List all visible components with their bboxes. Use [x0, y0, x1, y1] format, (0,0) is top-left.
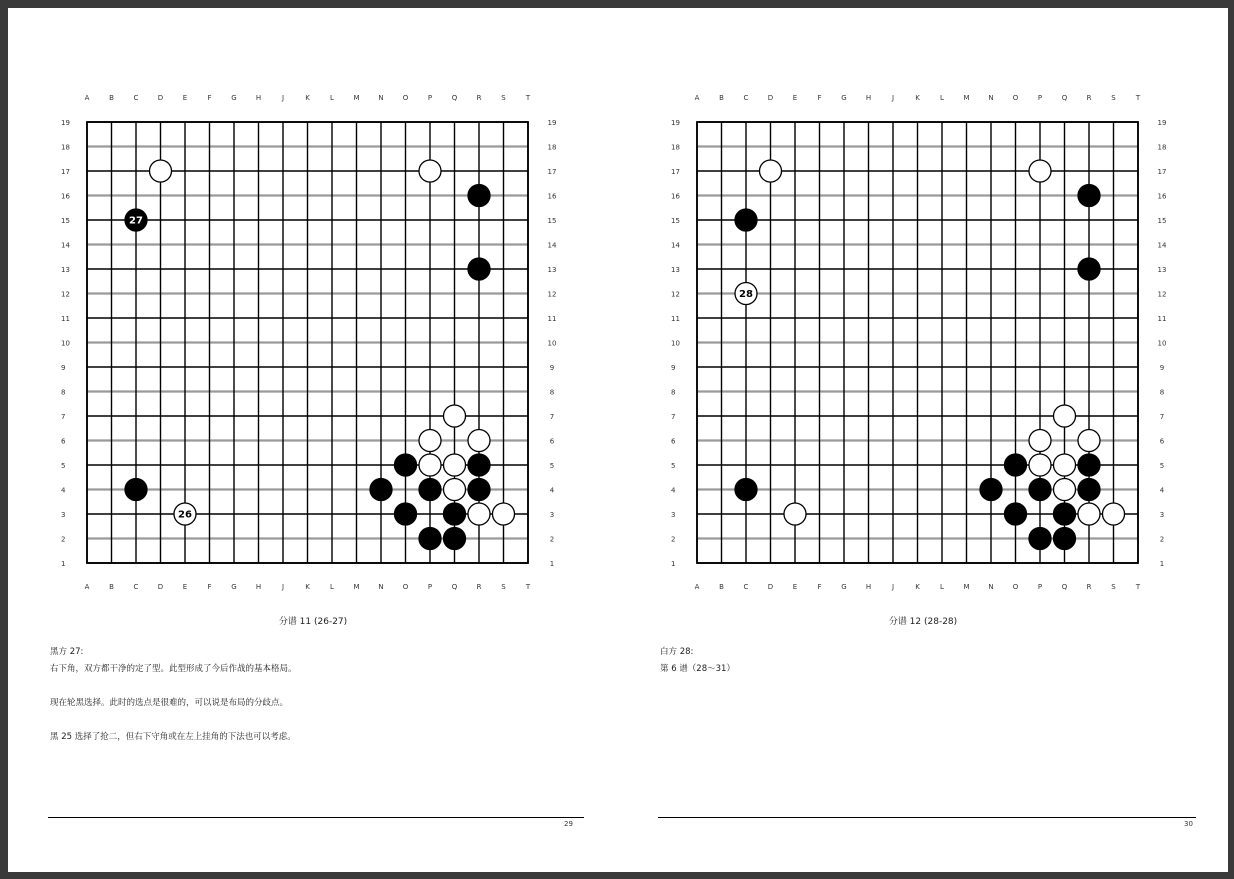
column-label: F: [817, 583, 822, 591]
column-label: Q: [451, 583, 458, 591]
column-label: L: [940, 583, 944, 591]
black-stone: [1078, 479, 1100, 501]
column-label: L: [330, 94, 334, 102]
row-label: 9: [1159, 364, 1165, 372]
row-label: 2: [549, 535, 555, 544]
column-label: M: [353, 583, 360, 591]
row-label: 15: [61, 217, 70, 225]
white-stone: [760, 160, 782, 182]
row-label: 15: [671, 217, 680, 225]
move-number-label: 28: [739, 289, 753, 301]
row-label: 3: [671, 511, 676, 519]
row-label: 19: [61, 119, 70, 127]
column-label: A: [84, 94, 90, 102]
row-label: 2: [61, 535, 66, 544]
column-label: J: [281, 94, 285, 102]
row-label: 9: [549, 364, 555, 372]
row-label: 10: [547, 339, 557, 348]
row-label: 8: [1159, 388, 1165, 397]
commentary: [660, 644, 1180, 695]
column-label: Q: [451, 94, 458, 102]
row-label: 6: [671, 437, 676, 446]
row-label: 14: [61, 241, 70, 250]
black-stone: [444, 528, 466, 550]
column-label: N: [378, 583, 384, 591]
column-label: S: [1111, 94, 1116, 102]
white-stone: [444, 454, 466, 476]
row-label: 18: [547, 143, 557, 152]
column-label: N: [378, 94, 384, 102]
black-stone: [444, 503, 466, 525]
black-stone: [1029, 479, 1051, 501]
diagram-caption: 分谱 12 (28-28): [888, 617, 958, 627]
row-label: 18: [671, 143, 680, 152]
column-label: P: [1037, 94, 1043, 102]
column-label: C: [133, 94, 139, 102]
column-label: G: [841, 94, 847, 102]
black-stone: [395, 503, 417, 525]
black-stone: [468, 479, 490, 501]
row-label: 17: [1157, 168, 1167, 176]
column-label: K: [915, 94, 920, 102]
white-stone: [1054, 454, 1076, 476]
row-label: 1: [61, 560, 66, 568]
column-label: M: [963, 583, 970, 591]
column-label: Q: [1061, 583, 1068, 591]
column-label: G: [841, 583, 847, 591]
row-label: 10: [1157, 339, 1167, 348]
column-label: T: [525, 583, 531, 591]
row-label: 16: [671, 192, 680, 201]
row-label: 8: [671, 388, 676, 397]
row-label: 6: [549, 437, 555, 446]
row-label: 18: [61, 143, 70, 152]
column-label: K: [305, 94, 310, 102]
column-label: E: [182, 94, 188, 102]
row-label: 15: [1157, 217, 1167, 225]
white-stone: [419, 160, 441, 182]
white-stone: [468, 503, 490, 525]
row-label: 14: [1157, 241, 1167, 250]
black-stone: [468, 258, 490, 280]
row-label: 11: [61, 315, 70, 323]
black-stone: [468, 454, 490, 476]
black-stone: [125, 479, 147, 501]
row-label: 2: [671, 535, 676, 544]
row-label: 1: [671, 560, 676, 568]
white-stone: [150, 160, 172, 182]
row-label: 14: [671, 241, 680, 250]
white-stone: [1078, 503, 1100, 525]
move-heading: 白方 28:: [660, 647, 694, 657]
row-label: 3: [61, 511, 66, 519]
column-label: G: [231, 94, 237, 102]
column-label: T: [525, 94, 531, 102]
column-label: K: [305, 583, 310, 591]
column-label: S: [501, 583, 506, 591]
column-label: G: [231, 583, 237, 591]
row-label: 6: [61, 437, 66, 446]
column-label: O: [402, 583, 409, 591]
column-label: M: [353, 94, 360, 102]
black-stone: [125, 209, 147, 231]
row-label: 10: [671, 339, 680, 348]
black-stone: [1054, 503, 1076, 525]
black-stone: [980, 479, 1002, 501]
white-stone: [1054, 405, 1076, 427]
black-stone: [468, 185, 490, 207]
white-stone: [1078, 430, 1100, 452]
row-label: 7: [671, 413, 676, 421]
row-label: 12: [671, 290, 680, 299]
column-label: O: [402, 94, 409, 102]
column-label: J: [891, 583, 895, 591]
column-label: J: [281, 583, 285, 591]
commentary-paragraph: 第 6 谱（28～31）: [660, 664, 735, 674]
column-label: N: [988, 583, 994, 591]
column-label: S: [501, 94, 506, 102]
move-number-label: 27: [129, 215, 143, 227]
white-stone: [1029, 454, 1051, 476]
column-label: E: [792, 94, 798, 102]
black-stone: [1078, 185, 1100, 207]
column-label: K: [915, 583, 920, 591]
page-number: 30: [1184, 820, 1193, 828]
column-label: L: [330, 583, 334, 591]
white-stone: [735, 283, 757, 305]
row-label: 1: [1159, 560, 1165, 568]
move-number-label: 26: [178, 509, 192, 521]
column-label: R: [1086, 94, 1092, 102]
row-label: 17: [547, 168, 557, 176]
page-left: [8, 8, 618, 872]
page-number: 29: [564, 820, 573, 828]
row-label: 10: [61, 339, 70, 348]
column-label: H: [255, 94, 262, 102]
column-label: N: [988, 94, 994, 102]
column-label: D: [157, 583, 164, 591]
row-label: 13: [547, 266, 557, 274]
row-label: 13: [61, 266, 70, 274]
black-stone: [419, 479, 441, 501]
white-stone: [444, 479, 466, 501]
column-label: C: [743, 583, 749, 591]
row-label: 7: [1159, 413, 1165, 421]
column-label: T: [1135, 583, 1141, 591]
commentary-paragraph: 现在轮黑选择。此时的选点是很难的，可以说是布局的分歧点。: [50, 698, 289, 708]
page-right: [618, 8, 1228, 872]
row-label: 16: [61, 192, 70, 201]
row-label: 11: [547, 315, 557, 323]
black-stone: [1054, 528, 1076, 550]
white-stone: [1029, 430, 1051, 452]
column-label: P: [1037, 583, 1043, 591]
row-label: 4: [671, 486, 676, 495]
column-label: R: [476, 583, 482, 591]
row-label: 15: [547, 217, 557, 225]
row-label: 11: [1157, 315, 1167, 323]
column-label: T: [1135, 94, 1141, 102]
row-label: 4: [1159, 486, 1165, 495]
commentary: [50, 644, 570, 763]
row-label: 4: [61, 486, 66, 495]
commentary-paragraph: 右下角，双方都干净的定了型。此型形成了今后作战的基本格局。: [50, 664, 297, 674]
column-label: A: [694, 94, 700, 102]
black-stone: [735, 209, 757, 231]
row-label: 9: [671, 364, 676, 372]
black-stone: [419, 528, 441, 550]
column-label: F: [207, 583, 212, 591]
column-label: R: [476, 94, 482, 102]
column-label: H: [865, 94, 872, 102]
column-label: E: [792, 583, 798, 591]
row-label: 5: [1159, 462, 1165, 470]
column-label: R: [1086, 583, 1092, 591]
column-label: B: [719, 94, 724, 102]
column-label: B: [109, 94, 114, 102]
row-label: 5: [61, 462, 66, 470]
column-label: A: [694, 583, 700, 591]
row-label: 9: [61, 364, 66, 372]
column-label: C: [133, 583, 139, 591]
black-stone: [395, 454, 417, 476]
column-label: E: [182, 583, 188, 591]
row-label: 17: [671, 168, 680, 176]
black-stone: [1029, 528, 1051, 550]
row-label: 3: [1159, 511, 1165, 519]
column-label: A: [84, 583, 90, 591]
row-label: 13: [671, 266, 680, 274]
white-stone: [784, 503, 806, 525]
white-stone: [1054, 479, 1076, 501]
row-label: 8: [549, 388, 555, 397]
row-label: 3: [549, 511, 555, 519]
black-stone: [370, 479, 392, 501]
row-label: 12: [547, 290, 557, 299]
column-label: F: [207, 94, 212, 102]
white-stone: [419, 430, 441, 452]
column-label: L: [940, 94, 944, 102]
row-label: 5: [671, 462, 676, 470]
row-label: 4: [549, 486, 555, 495]
row-label: 16: [547, 192, 557, 201]
row-label: 19: [1157, 119, 1167, 127]
footer-rule: [48, 817, 584, 818]
column-label: D: [767, 583, 774, 591]
row-label: 19: [547, 119, 557, 127]
column-label: P: [427, 94, 433, 102]
column-label: H: [865, 583, 872, 591]
row-label: 7: [549, 413, 555, 421]
row-label: 16: [1157, 192, 1167, 201]
diagram-caption: 分谱 11 (26-27): [278, 617, 348, 627]
column-label: J: [891, 94, 895, 102]
column-label: O: [1012, 583, 1019, 591]
row-label: 12: [61, 290, 70, 299]
column-label: S: [1111, 583, 1116, 591]
white-stone: [174, 503, 196, 525]
document-spread: [8, 8, 1228, 872]
footer-rule: [658, 817, 1196, 818]
row-label: 8: [61, 388, 66, 397]
column-label: H: [255, 583, 262, 591]
row-label: 5: [549, 462, 555, 470]
column-label: D: [767, 94, 774, 102]
column-label: C: [743, 94, 749, 102]
row-label: 12: [1157, 290, 1167, 299]
commentary-paragraph: 黑 25 选择了抢二，但右下守角或在左上挂角的下法也可以考虑。: [50, 732, 296, 742]
row-label: 14: [547, 241, 557, 250]
black-stone: [735, 479, 757, 501]
black-stone: [1078, 258, 1100, 280]
row-label: 11: [671, 315, 680, 323]
column-label: Q: [1061, 94, 1068, 102]
black-stone: [1005, 503, 1027, 525]
column-label: B: [719, 583, 724, 591]
row-label: 13: [1157, 266, 1167, 274]
go-board: [8, 8, 618, 608]
row-label: 17: [61, 168, 70, 176]
white-stone: [468, 430, 490, 452]
white-stone: [444, 405, 466, 427]
row-label: 18: [1157, 143, 1167, 152]
column-label: F: [817, 94, 822, 102]
column-label: M: [963, 94, 970, 102]
go-board: [618, 8, 1228, 608]
column-label: B: [109, 583, 114, 591]
row-label: 1: [549, 560, 555, 568]
black-stone: [1005, 454, 1027, 476]
row-label: 6: [1159, 437, 1165, 446]
white-stone: [1103, 503, 1125, 525]
row-label: 7: [61, 413, 66, 421]
column-label: P: [427, 583, 433, 591]
black-stone: [1078, 454, 1100, 476]
white-stone: [1029, 160, 1051, 182]
white-stone: [419, 454, 441, 476]
column-label: O: [1012, 94, 1019, 102]
white-stone: [493, 503, 515, 525]
move-heading: 黑方 27:: [50, 647, 84, 657]
row-label: 19: [671, 119, 680, 127]
row-label: 2: [1159, 535, 1165, 544]
column-label: D: [157, 94, 164, 102]
